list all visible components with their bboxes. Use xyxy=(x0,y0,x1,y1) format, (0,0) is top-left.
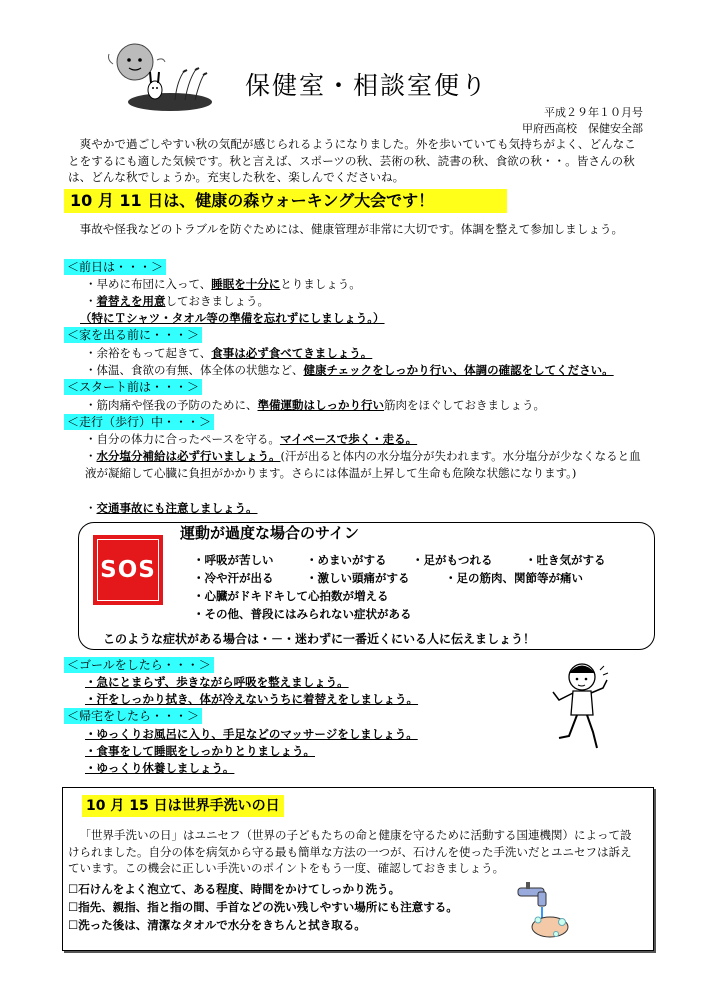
sos-sign-item: ・心臓がドキドキして心拍数が増える xyxy=(193,589,389,603)
run-line-3: ・交通事故にも注意しましょう。 xyxy=(85,501,258,515)
home-line-1: ・ゆっくりお風呂に入り、手足などのマッサージをしましょう。 xyxy=(85,727,418,741)
moon-icon xyxy=(109,44,166,80)
leave-line-2: ・体温、食欲の有無、体全体の状態など、健康チェックをしっかり行い、体調の確認をしてください。 xyxy=(85,363,614,377)
handwash-illustration xyxy=(510,880,580,942)
goal-line-1: ・急にとまらず、歩きながら呼吸を整えましょう。 xyxy=(85,675,349,689)
walking-event-banner: 10 月 11 日は、健康の森ウォーキング大会です！ xyxy=(64,189,507,213)
run-line-1: ・自分の体力に合ったペースを守る。マイペースで歩く・走る。 xyxy=(85,432,418,446)
rabbit-icon xyxy=(148,72,162,99)
sos-footer-message: このような症状がある場合は・－・迷わずに一番近くにいる人に伝えましょう！ xyxy=(103,632,536,646)
leave-line-1: ・余裕をもって起きて、食事は必ず食べてきましょう。 xyxy=(85,346,373,360)
section-head-goal: ＜ゴールをしたら・・・＞ xyxy=(64,657,214,673)
run-line-2: ・水分塩分補給は必ず行いましょう。(汗が出ると体内の水分塩分が失われます。水分塩分が少なくなると血液が凝縮して心臓に負担がかかります。さらには体温が上昇して生命も危険な状態になります。) xyxy=(85,449,641,480)
event-intro-paragraph: 事故や怪我などのトラブルを防ぐためには、健康管理が非常に大切です。体調を整えて参加しましょう。 xyxy=(79,222,624,236)
section-head-running: ＜走行（歩行）中・・・＞ xyxy=(64,414,214,430)
sos-sign-item: ・その他、普段にはみられない症状がある xyxy=(193,607,412,621)
sos-sign-item: ・激しい頭痛がする xyxy=(306,571,410,585)
sos-sign-item: ・吐き気がする xyxy=(525,553,606,567)
home-line-3: ・ゆっくり休養しましょう。 xyxy=(85,761,235,775)
sos-sign-item: ・冷や汗が出る xyxy=(193,571,274,585)
page-title: 保健室・相談室便り xyxy=(245,71,489,100)
prev-day-line-2: ・着替えを用意しておきましょう。 xyxy=(85,294,269,308)
handwashing-day-text: 「世界手洗いの日」はユニセフ（世界の子どもたちの命と健康を守るために活動する国連機関）によって設けられました。自分の体を病気から守る最も簡単な方法の一つが、石けんを使った手洗いだとユニセフは訴えています。この機会に正しい手洗いのポイントをもう一度、確認しておきましょう。 xyxy=(68,828,632,875)
sos-sign-item: ・足がもつれる xyxy=(412,553,493,567)
sos-sign-item: ・呼吸が苦しい xyxy=(193,553,274,567)
sos-sign-item: ・足の筋肉、関節等が痛い xyxy=(445,571,583,585)
sos-title: 運動が過度な場合のサイン xyxy=(180,524,359,542)
prev-day-line-1: ・早めに布団に入って、睡眠を十分にとりましょう。 xyxy=(85,277,361,291)
section-head-home: ＜帰宅をしたら・・・＞ xyxy=(64,708,202,724)
handwashing-day-title: 10 月 15 日は世界手洗いの日 xyxy=(82,795,284,817)
home-line-2: ・食事をして睡眠をしっかりとりましょう。 xyxy=(85,744,315,758)
start-line-1: ・筋肉痛や怪我の予防のために、準備運動はしっかり行い筋肉をほぐしておきましょう。 xyxy=(85,398,545,412)
prev-day-line-3: （特にＴシャツ・タオル等の準備を忘れずにしましょう。） xyxy=(80,311,385,325)
moon-rabbit-illustration xyxy=(105,40,225,115)
ground-shadow xyxy=(128,93,212,111)
runner-illustration xyxy=(545,660,620,755)
handwash-point: ☐指先、親指、指と指の間、手首などの洗い残しやすい場所にも注意する。 xyxy=(68,900,458,914)
faucet-icon xyxy=(518,882,546,918)
section-head-leave-home: ＜家を出る前に・・・＞ xyxy=(64,327,202,343)
handwash-point: ☐石けんをよく泡立て、ある程度、時間をかけてしっかり洗う。 xyxy=(68,882,401,896)
issuer: 甲府西高校 保健安全部 xyxy=(522,122,643,135)
sos-sign-item: ・めまいがする xyxy=(306,553,387,567)
section-head-prev-day: ＜前日は・・・＞ xyxy=(64,259,166,275)
issue-date: 平成２９年１０月号 xyxy=(544,106,643,119)
section-head-start: ＜スタート前は・・・＞ xyxy=(64,379,202,395)
handwash-icon xyxy=(532,917,568,937)
sos-sign-label: SOS xyxy=(97,539,159,601)
handwash-point: ☐洗った後は、清潔なタオルで水分をきちんと拭き取る。 xyxy=(68,918,366,932)
goal-line-2: ・汗をしっかり拭き、体が冷えないうちに着替えをしましょう。 xyxy=(85,692,419,706)
intro-paragraph: 爽やかで過ごしやすい秋の気配が感じられるようになりました。外を歩いていても気持ちがよく、どんなことをするにも適した気候です。秋と言えば、スポーツの秋、芸術の秋、読書の秋、食欲の秋・・。皆さんの秋は、どんな秋でしょうか。充実した秋を、楽しんでくださいね。 xyxy=(68,137,636,184)
